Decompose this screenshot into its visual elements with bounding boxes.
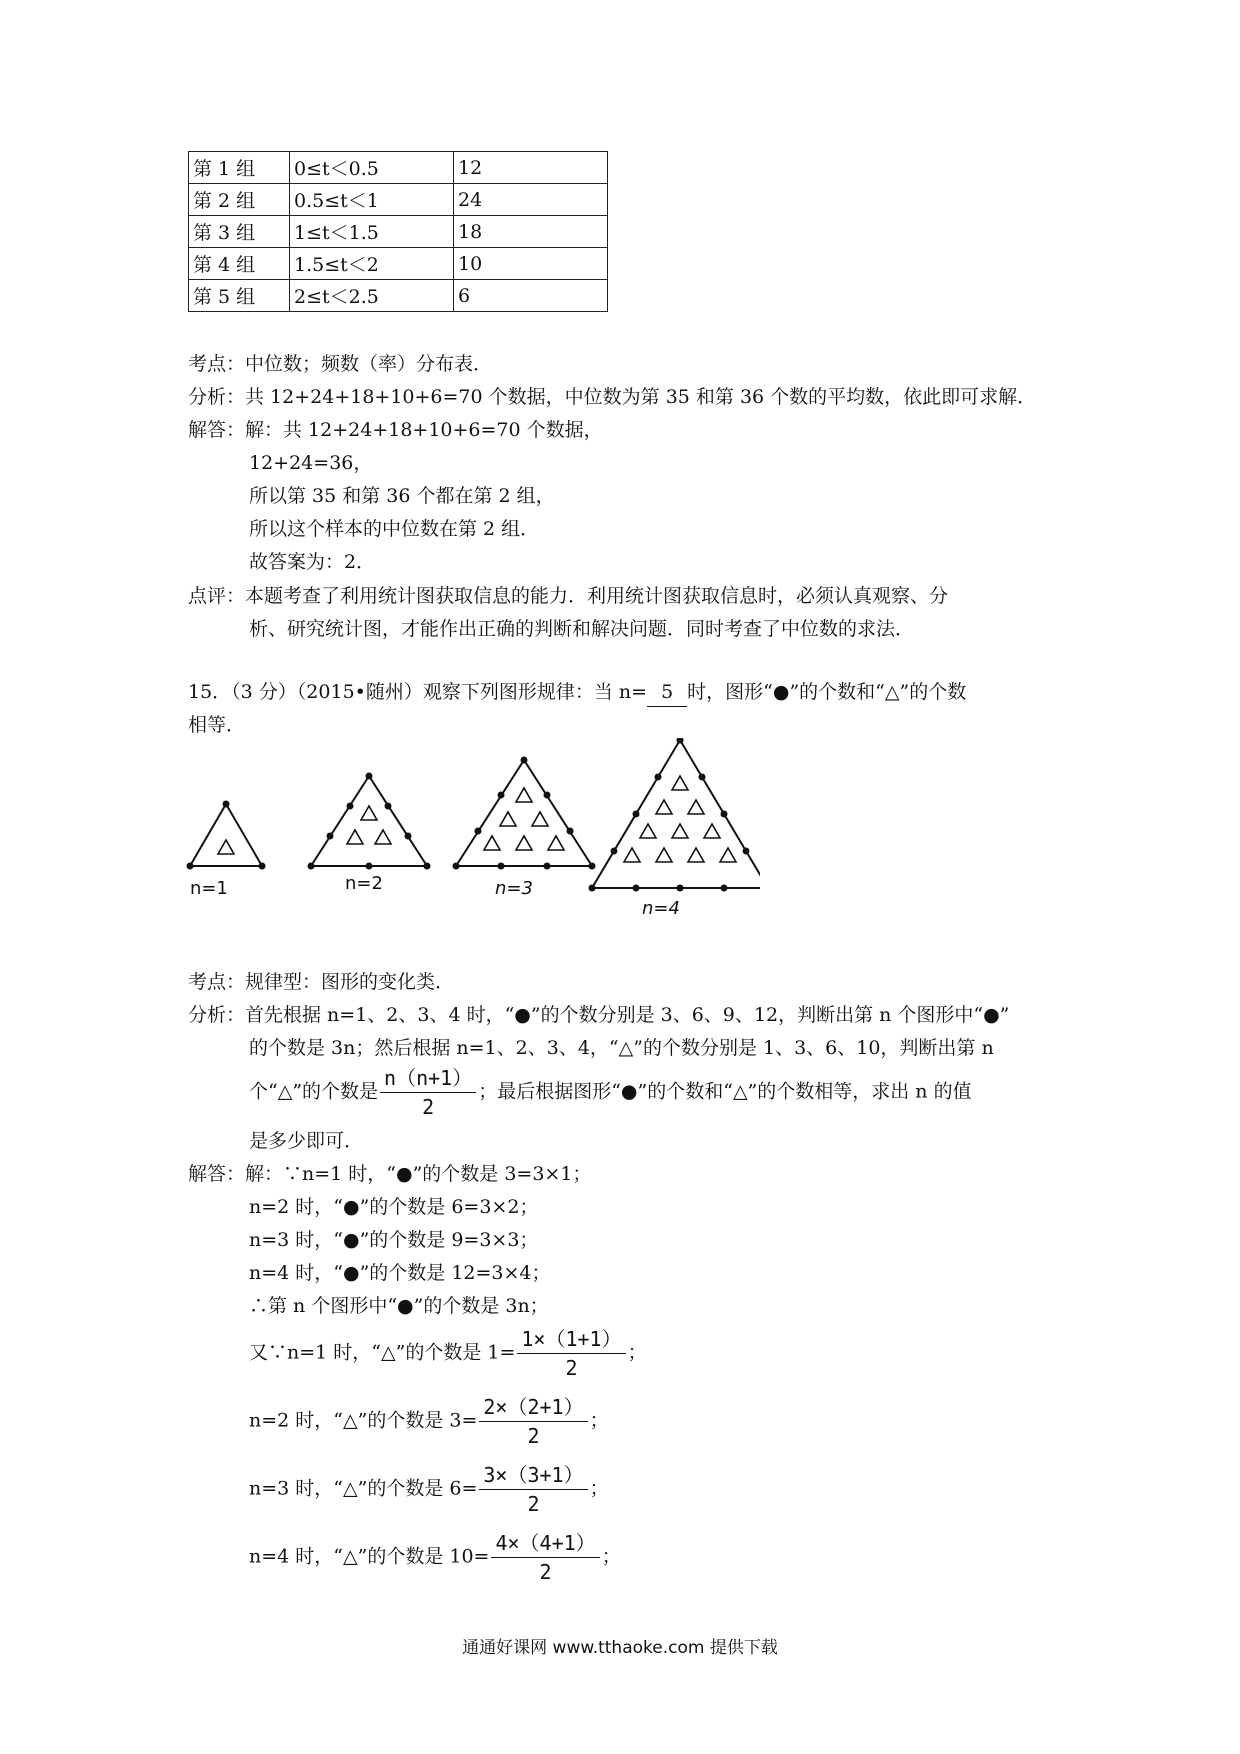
table-cell: 2≤t＜2.5 xyxy=(290,280,454,312)
figure-n1-triangle xyxy=(190,804,262,866)
fraction-numerator: n（n+1） xyxy=(380,1064,476,1093)
q15-fenxi-cont: 的个数是 3n；然后根据 n=1、2、3、4，“△”的个数分别是 1、3、6、10，判断出第 n xyxy=(249,1037,994,1059)
frequency-table xyxy=(188,151,608,312)
q15-triangle-formula xyxy=(249,1461,609,1518)
fraction-numerator: 4×（4+1） xyxy=(491,1529,599,1558)
text: n=4 时，“△”的个数是 10= xyxy=(249,1545,490,1568)
q14-step: 12+24=36， xyxy=(249,452,373,474)
figure-label-n4: n=4 xyxy=(642,898,680,919)
table-row xyxy=(189,248,608,280)
fraction-denominator: 2 xyxy=(527,1492,540,1516)
q14-answer: 故答案为：2． xyxy=(249,551,376,573)
q15-step: n=3 时，“●”的个数是 9=3×3； xyxy=(249,1229,539,1251)
fraction-denominator: 2 xyxy=(422,1095,435,1119)
table-cell: 1.5≤t＜2 xyxy=(290,248,454,280)
fraction-denominator: 2 xyxy=(527,1424,540,1448)
q15-kaodian: 考点：规律型：图形的变化类． xyxy=(188,971,455,993)
figure-n2-triangle xyxy=(311,776,427,866)
q14-fenxi: 分析：共 12+24+18+10+6=70 个数据，中位数为第 35 和第 36 个数的平均数，依此即可求解． xyxy=(188,386,1037,408)
q14-dianping-cont: 析、研究统计图，才能作出正确的判断和解决问题．同时考查了中位数的求法． xyxy=(249,618,915,640)
q14-kaodian: 考点：中位数；频数（率）分布表． xyxy=(188,353,493,375)
table-cell: 第 4 组 xyxy=(189,248,290,280)
table-cell: 24 xyxy=(454,184,608,216)
text: ； xyxy=(601,1545,621,1568)
table-cell: 1≤t＜1.5 xyxy=(290,216,454,248)
table-row xyxy=(189,216,608,248)
table-cell: 第 1 组 xyxy=(189,152,290,184)
table-cell: 第 3 组 xyxy=(189,216,290,248)
table-row xyxy=(189,184,608,216)
text: ； xyxy=(589,1409,609,1432)
text: 个“△”的个数是 xyxy=(249,1080,379,1103)
table-cell: 第 5 组 xyxy=(189,280,290,312)
q15-triangle-formula xyxy=(249,1529,621,1586)
q15-stem-cont: 相等． xyxy=(188,714,246,736)
q15-step: n=2 时，“●”的个数是 6=3×2； xyxy=(249,1196,539,1218)
table-cell: 10 xyxy=(454,248,608,280)
figure-label-n3: n=3 xyxy=(495,878,533,899)
text: 又∵n=1 时，“△”的个数是 1= xyxy=(249,1341,516,1364)
q15-triangle-formula xyxy=(249,1393,609,1450)
text: ；最后根据图形“●”的个数和“△”的个数相等，求出 n 的值 xyxy=(478,1080,972,1103)
table-cell: 0≤t＜0.5 xyxy=(290,152,454,184)
q15-fenxi-cont: 是多少即可． xyxy=(249,1130,364,1152)
table-row xyxy=(189,280,608,312)
fraction xyxy=(380,1064,476,1121)
table-cell: 18 xyxy=(454,216,608,248)
small-triangle-icons xyxy=(218,776,736,862)
q15-stem-text: 15．（3 分）（2015•随州）观察下列图形规律：当 n= xyxy=(188,681,648,703)
fraction-numerator: 2×（2+1） xyxy=(479,1393,587,1422)
q15-stem-text: 时，图形“●”的个数和“△”的个数 xyxy=(687,681,967,703)
figure-n4-triangle xyxy=(592,740,760,888)
table-row xyxy=(189,152,608,184)
answer-blank: 5 xyxy=(647,678,687,707)
q15-step: n=4 时，“●”的个数是 12=3×4； xyxy=(249,1262,551,1284)
q15-stem xyxy=(188,678,966,707)
fraction xyxy=(479,1393,587,1450)
q15-fenxi-formula-line xyxy=(249,1064,972,1121)
table-cell: 第 2 组 xyxy=(189,184,290,216)
q15-step: ∴第 n 个图形中“●”的个数是 3n； xyxy=(249,1295,549,1317)
table-cell: 6 xyxy=(454,280,608,312)
q14-dianping: 点评：本题考查了利用统计图获取信息的能力．利用统计图获取信息时，必须认真观察、分 xyxy=(188,585,949,607)
text: ； xyxy=(627,1341,647,1364)
fraction xyxy=(517,1325,625,1382)
figure-label-n2: n=2 xyxy=(345,873,383,894)
fraction-denominator: 2 xyxy=(539,1560,552,1584)
fraction xyxy=(479,1461,587,1518)
fraction xyxy=(491,1529,599,1586)
fraction-numerator: 3×（3+1） xyxy=(479,1461,587,1490)
table-cell: 12 xyxy=(454,152,608,184)
text: n=3 时，“△”的个数是 6= xyxy=(249,1477,478,1500)
figure-label-n1: n=1 xyxy=(190,878,228,899)
page-footer: 通通好课网 www.tthaoke.com 提供下载 xyxy=(462,1638,778,1658)
q15-triangle-formula xyxy=(249,1325,647,1382)
table-cell: 0.5≤t＜1 xyxy=(290,184,454,216)
fraction-denominator: 2 xyxy=(565,1356,578,1380)
fraction-numerator: 1×（1+1） xyxy=(517,1325,625,1354)
q15-fenxi: 分析：首先根据 n=1、2、3、4 时，“●”的个数分别是 3、6、9、12，判断出第 n 个图形中“●” xyxy=(188,1004,1010,1026)
text: n=2 时，“△”的个数是 3= xyxy=(249,1409,478,1432)
dot-markers xyxy=(187,738,761,892)
q14-step: 所以这个样本的中位数在第 2 组． xyxy=(249,518,540,540)
q14-step: 所以第 35 和第 36 个都在第 2 组， xyxy=(249,485,555,507)
q14-jieda: 解答：解：共 12+24+18+10+6=70 个数据， xyxy=(188,419,603,441)
q15-jieda: 解答：解：∵n=1 时，“●”的个数是 3=3×1； xyxy=(188,1163,592,1185)
text: ； xyxy=(589,1477,609,1500)
